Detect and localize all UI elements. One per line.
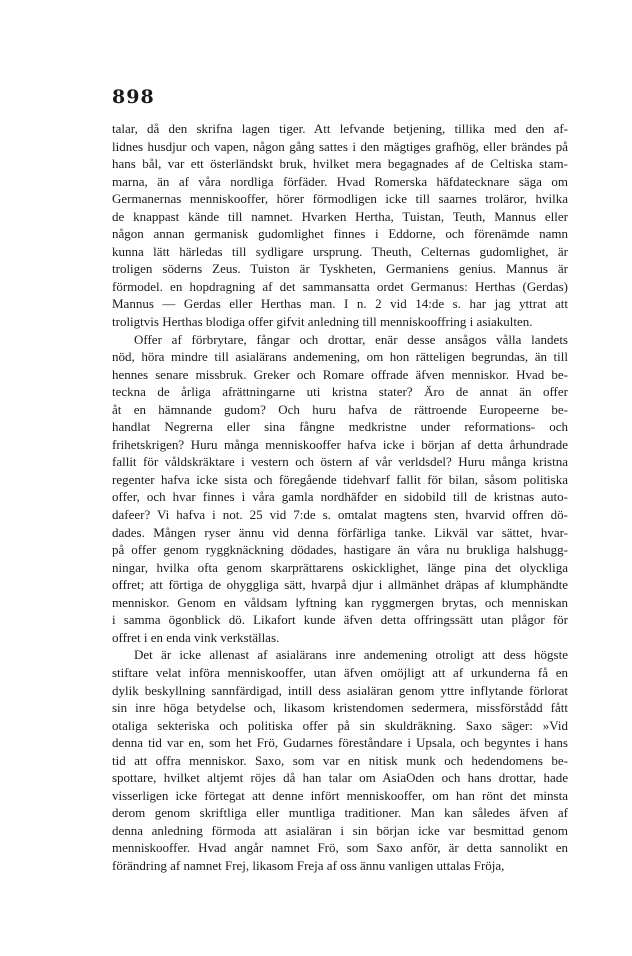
- text-line: regenter hafva icke sista och föregående tidehvarf fallit för bilan, såsom politiska: [112, 471, 568, 487]
- text-line: stiftare velat införa menniskooffer, utan äfven omöjligt att af urkunderna få en: [112, 664, 568, 680]
- text-line: ningar, hvilka ofta genom skarprättarens oskicklighet, länge pina det olyckliga: [112, 559, 568, 575]
- text-line: offret i en enda vink verkställas.: [112, 629, 280, 645]
- text-line: sin inre höga betydelse och, likasom kristendomen sedermera, missförstådd fått: [112, 700, 568, 716]
- text-line: menniskor. Genom en våldsam lyftning kan ryggmergen brytas, och menniskan: [112, 594, 568, 610]
- text-line: dafeer? Vi hafva i not. 25 vid 7:de s. omtalat magtens sten, hvarvid offren dö-: [112, 507, 568, 523]
- paragraph: [112, 120, 568, 331]
- text-line: på offer genom ryggknäckning dödades, hastigare än våra nu brukliga halshugg-: [112, 542, 568, 558]
- text-line: dylik beskyllning sannfärdigad, intill dess asialäran genom yttre inflytande förlorat: [112, 682, 568, 698]
- text-line: lidnes husdjur och vapen, någon gång sattes i den mägtiges grafhög, eller brändes på: [112, 138, 568, 154]
- text-line: i samma ögonblick dö. Likafort kunde äfven detta offringssätt utan plågor för: [112, 612, 568, 628]
- body-text: [112, 120, 568, 875]
- text-line: teckna de årliga afrättningarne uti kristna stater? Äro de annat än offer: [112, 384, 568, 400]
- text-line: derom genom skriftliga eller muntliga traditioner. Man kan således äfven af: [112, 805, 568, 821]
- paragraph: [112, 331, 568, 647]
- text-line: otaliga sekteriska och politiska offer på sin skuldräkning. Saxo säger: »Vid: [112, 717, 568, 733]
- text-line: hans bål, var ett österländskt bruk, hvilket mera begagnades af de Celtiska stam-: [112, 156, 568, 172]
- text-line: visserligen icke förtegat att denne infört menniskooffer, om han rönt det minsta: [112, 787, 568, 803]
- text-line: dades. Mången ryser ännu vid denna förfärliga tanke. Likväl var sättet, hvar-: [112, 524, 568, 540]
- text-line: spottare, hvilket altjemt röjes då han talar om AsiaOden och hans drottar, hade: [112, 770, 568, 786]
- text-line: menniskooffer. Hvad angår namnet Frö, som Saxo anför, är detta sannolikt en: [112, 840, 568, 856]
- text-line: de knappast kände till namnet. Hvarken Hertha, Tuistan, Teuth, Mannus eller: [112, 208, 568, 224]
- text-line: talar, då den skrifna lagen tiger. Att lefvande betjening, tillika med den af-: [112, 121, 568, 136]
- text-line: förändring af namnet Frej, likasom Freja af oss ännu vanligen uttalas Fröja,: [112, 857, 505, 873]
- text-line: någon annan germanisk gudomlighet finnes i Eddorne, och förenämde namn: [112, 226, 568, 242]
- text-line: nöd, höra mindre till asialärans andemening, om hon rätteligen begrundas, än till: [112, 349, 568, 365]
- text-line: förmodel. en hopdragning af det sammansatta ordet Germanus: Herthas (Gerdas): [112, 278, 568, 294]
- text-line: offret; att förtiga de ohyggliga sätt, hvarpå djur i allmänhet dräpas af klumphändte: [112, 577, 568, 593]
- text-line: hennes senare missbruk. Greker och Romare offrade äfven menniskor. Hvad be-: [112, 366, 568, 382]
- text-line: kunna lätt härledas till sydligare ursprung. Theuth, Celternas gudomlighet, är: [112, 243, 568, 259]
- paragraph: [112, 646, 568, 874]
- text-line: fallit för våldskräktare i vestern och östern af vår verldsdel? Huru många kristna: [112, 454, 568, 470]
- text-line: offer, och hvar finnes i våra gamla nordhäfder en sidobild till de kristnas auto-: [112, 489, 568, 505]
- text-line: denna anledning förmoda att asialäran i sin början icke var besmittad genom: [112, 822, 568, 838]
- text-line: troligen söderns Zeus. Tuiston är Tyskheten, Germaniens genius. Mannus är: [112, 261, 568, 277]
- text-line: Mannus — Gerdas eller Herthas man. I n. 2 vid 14:de s. har jag yttrat att: [112, 296, 568, 312]
- text-line: handlat Negrerna eller sina fångne medkristne under reformations- och: [112, 419, 568, 435]
- text-line: Offer af förbrytare, fångar och drottar, enär desse ansågos vålla landets: [134, 331, 568, 347]
- text-line: denna tid var en, som het Frö, Gudarnes föreståndare i Upsala, och begyntes i hans: [112, 735, 568, 751]
- text-line: troligtvis Herthas blodiga offer gifvit anledning till menniskooffring i asiakulten.: [112, 314, 533, 330]
- text-line: Det är icke allenast af asialärans inre andemening otroligt att dess högste: [134, 647, 568, 663]
- text-line: åt en hämnande gudom? Och huru hafva de rättroende Europeerne be-: [112, 401, 568, 417]
- text-line: marna, än af våra nordliga förfäder. Hvad Romerska häfdatecknare säga om: [112, 173, 568, 189]
- text-line: Germanernas menniskooffer, hörer förmodligen icke till saarnes troläror, hvilka: [112, 191, 568, 207]
- text-line: tid att offra menniskor. Saxo, som var en nitisk munk och hedendomens be-: [112, 752, 568, 768]
- text-line: frihetskrigen? Huru många menniskooffer hafva icke i början af detta århundrade: [112, 436, 568, 452]
- page-number: 898: [112, 86, 155, 108]
